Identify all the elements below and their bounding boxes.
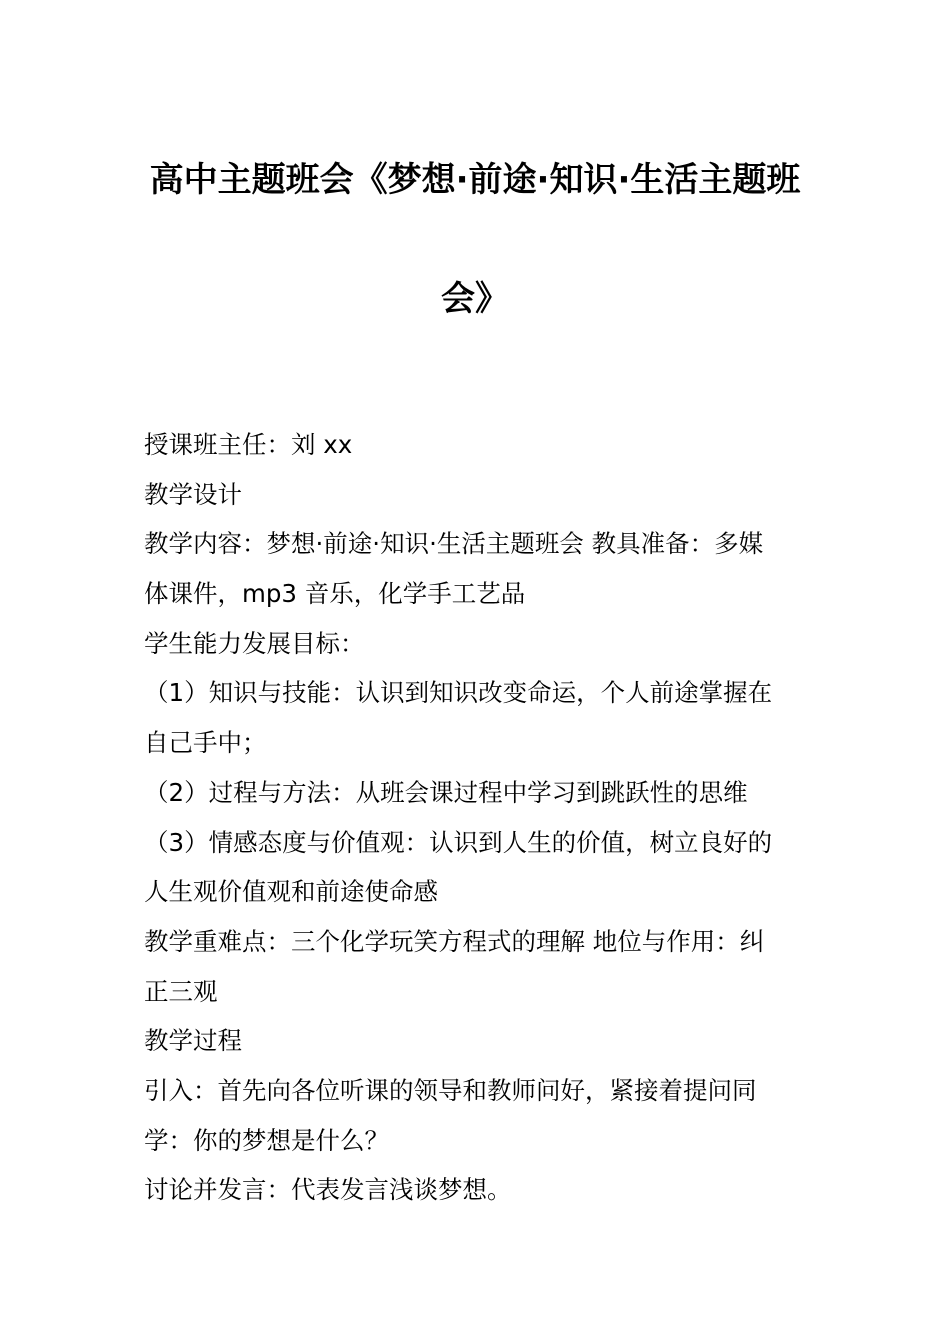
body-line-process-heading: 教学过程 xyxy=(144,1026,242,1056)
body-line-content: 教学内容：梦想·前途·知识·生活主题班会 教具准备：多媒 xyxy=(144,529,764,559)
body-line-heading-design: 教学设计 xyxy=(144,479,242,509)
document-title-line-1: 高中主题班会《梦想·前途·知识·生活主题班 xyxy=(149,160,801,200)
body-line-discussion: 讨论并发言：代表发言浅谈梦想。 xyxy=(144,1175,512,1205)
body-line-goal-1-cont: 自己手中； xyxy=(144,728,267,758)
body-line-goal-2: （2）过程与方法：从班会课过程中学习到跳跃性的思维 xyxy=(144,777,748,807)
body-line-intro: 引入：首先向各位听课的领导和教师问好，紧接着提问同 xyxy=(144,1075,757,1105)
body-line-intro-cont: 学：你的梦想是什么？ xyxy=(144,1125,389,1155)
body-line-teacher: 授课班主任：刘 xx xyxy=(144,430,353,459)
body-line-key-points-cont: 正三观 xyxy=(144,976,218,1006)
body-line-content-cont: 体课件，mp3 音乐，化学手工艺品 xyxy=(144,579,526,609)
body-line-goal-1: （1）知识与技能：认识到知识改变命运，个人前途掌握在 xyxy=(144,678,773,708)
document-title-line-2: 会》 xyxy=(441,279,509,319)
body-line-key-points: 教学重难点：三个化学玩笑方程式的理解 地位与作用：纠 xyxy=(144,926,765,956)
body-line-goal-3-cont: 人生观价值观和前途使命感 xyxy=(144,877,438,907)
body-line-goal-3: （3）情感态度与价值观：认识到人生的价值，树立良好的 xyxy=(144,827,773,857)
body-line-goals-heading: 学生能力发展目标： xyxy=(144,628,365,658)
document-body xyxy=(144,420,808,1215)
